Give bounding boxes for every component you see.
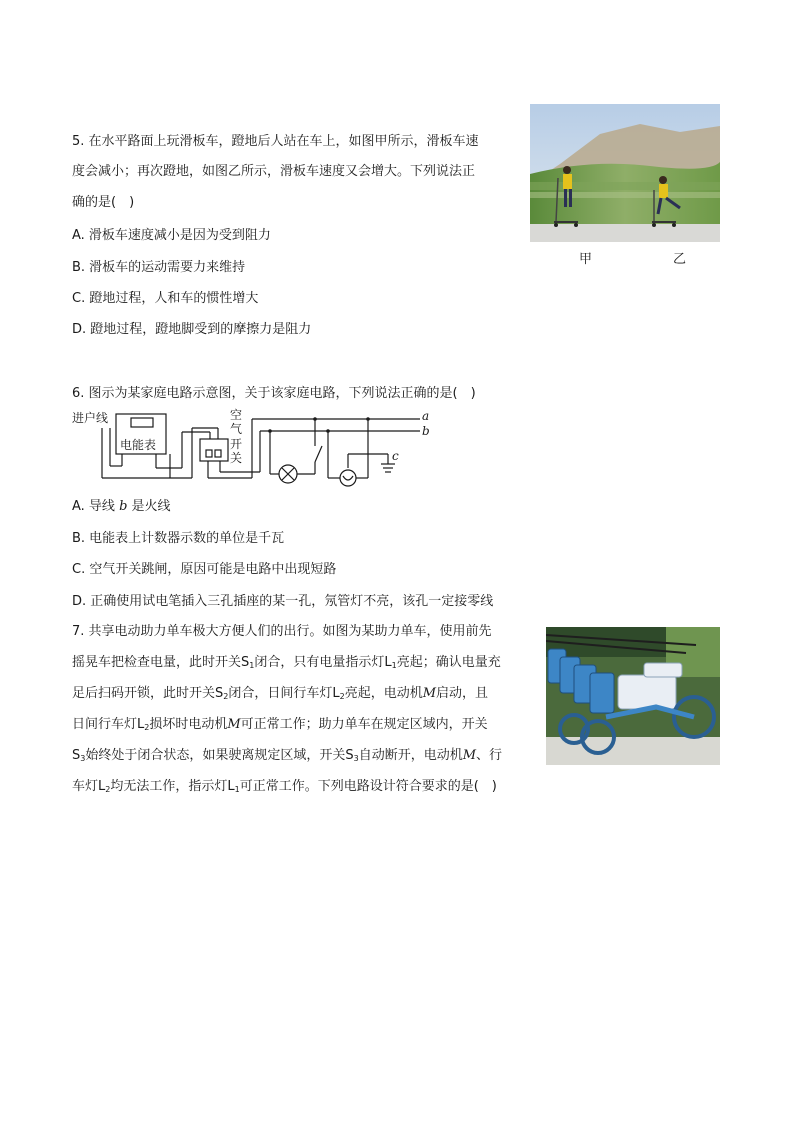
caption-jia: 甲 bbox=[579, 252, 593, 267]
q5-stem-line-1: 5. 在水平路面上玩滑板车，蹬地后人站在车上，如图甲所示，滑板车速 bbox=[72, 134, 479, 149]
scooter-photo bbox=[530, 104, 720, 242]
household-circuit-diagram bbox=[70, 406, 440, 498]
label-breaker-2: 气 bbox=[230, 422, 243, 436]
label-wire-a: a bbox=[422, 409, 430, 423]
breaker-box bbox=[200, 439, 228, 461]
socket-icon bbox=[340, 470, 356, 486]
shared-bike-photo bbox=[546, 627, 720, 765]
q6-option-a[interactable] bbox=[72, 497, 171, 517]
q5-option-b[interactable]: B. 滑板车的运动需要力来维持 bbox=[72, 260, 246, 275]
label-wire-b: b bbox=[422, 424, 430, 438]
meter-counter bbox=[131, 418, 153, 427]
q6-option-b[interactable]: B. 电能表上计数器示数的单位是千瓦 bbox=[72, 531, 285, 546]
q6-stem: 6. 图示为某家庭电路示意图，关于该家庭电路，下列说法正确的是( ) bbox=[72, 386, 476, 401]
label-breaker-4: 关 bbox=[230, 451, 243, 465]
label-entry-wire: 进户线 bbox=[72, 411, 109, 425]
q7-line-6: 车灯$L_2$均无法工作，指示灯$L_1$可正常工作。下列电路设计符合要求的是( ) bbox=[72, 779, 497, 794]
q6-option-d[interactable]: D. 正确使用试电笔插入三孔插座的某一孔，氖管灯不亮，该孔一定接零线 bbox=[72, 594, 494, 609]
label-meter: 电能表 bbox=[120, 438, 157, 452]
q6-option-a-pre: A. 导线 bbox=[72, 499, 120, 514]
q7-line-1: 7. 共享电动助力单车极大方便人们的出行。如图为某助力单车，使用前先 bbox=[72, 624, 492, 639]
q7-line-2: 摇晃车把检查电量，此时开关$S_1$闭合，只有电量指示灯$L_1$亮起；确认电量充 bbox=[72, 655, 501, 670]
q7-line-5: $S_3$始终处于闭合状态，如果驶离规定区域，开关$S_3$自动断开，电动机M、行 bbox=[72, 748, 503, 763]
q5-option-d[interactable]: D. 蹬地过程，蹬地脚受到的摩擦力是阻力 bbox=[72, 322, 312, 337]
label-ground-c: c bbox=[392, 449, 399, 463]
q6-option-a-post: 是火线 bbox=[127, 499, 171, 514]
q5-stem-line-3: 确的是( ) bbox=[72, 195, 135, 210]
label-breaker-3: 开 bbox=[230, 437, 243, 451]
lamp-icon bbox=[279, 465, 297, 483]
q6-option-c[interactable]: C. 空气开关跳闸，原因可能是电路中出现短路 bbox=[72, 562, 337, 577]
q5-option-a[interactable]: A. 滑板车速度减小是因为受到阻力 bbox=[72, 228, 271, 243]
q7-line-4: 日间行车灯$L_2$损坏时电动机M可正常工作；助力单车在规定区域内，开关 bbox=[72, 717, 488, 732]
q6-option-a-var: b bbox=[119, 499, 128, 514]
q5-option-c[interactable]: C. 蹬地过程，人和车的惯性增大 bbox=[72, 291, 259, 306]
q7-line-3: 足后扫码开锁，此时开关$S_2$闭合，日间行车灯$L_2$亮起，电动机M启动，且 bbox=[72, 686, 489, 701]
q5-stem-line-2: 度会减小；再次蹬地，如图乙所示，滑板车速度又会增大。下列说法正 bbox=[72, 164, 476, 179]
label-breaker-1: 空 bbox=[230, 408, 243, 422]
caption-yi: 乙 bbox=[673, 252, 687, 267]
